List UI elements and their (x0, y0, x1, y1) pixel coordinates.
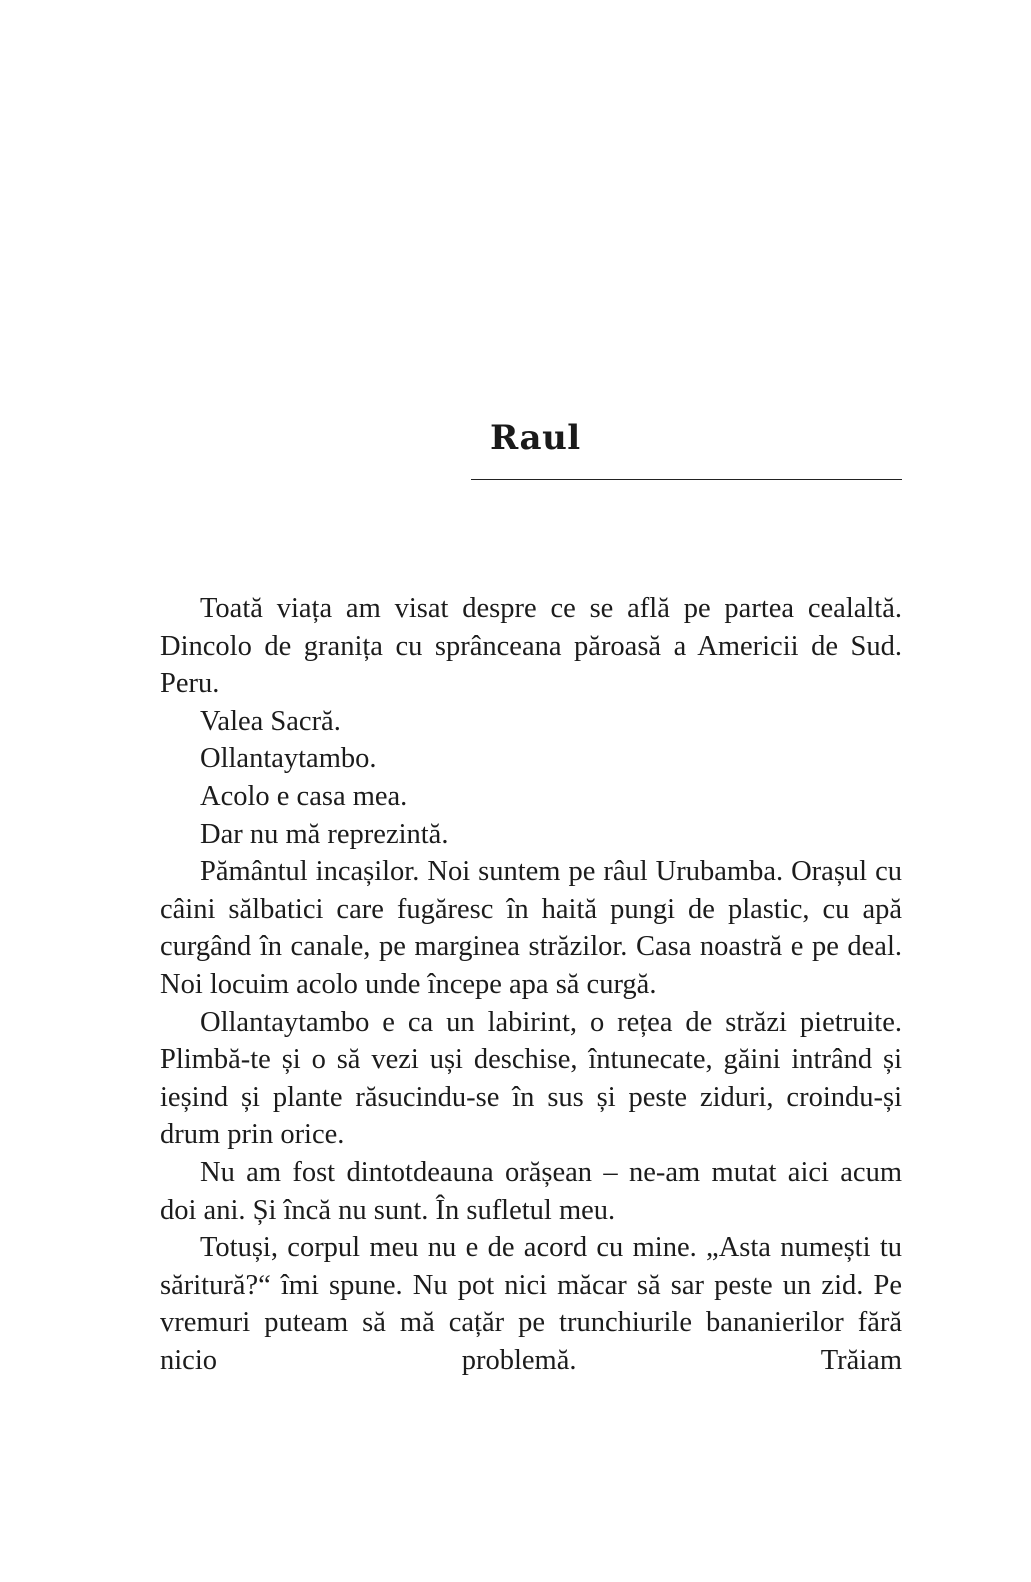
paragraph: Nu am fost dintotdeauna orășean – ne-am mutat aici acum doi ani. Și încă nu sunt. În sufletul meu. (160, 1156, 902, 1226)
paragraph: Ollantaytambo. (200, 743, 377, 775)
chapter-body (160, 590, 902, 1379)
paragraph: Dar nu mă reprezintă. (200, 818, 449, 850)
paragraph: Ollantaytambo e ca un labirint, o rețea de străzi pietruite. Plimbă-te și o să vezi uși deschise, întunecate, găini intrând și ieșind și plante răsucindu-se în sus și peste ziduri, croindu-și drum prin orice. (160, 1006, 902, 1151)
title-divider (471, 479, 902, 480)
paragraph: Toată viața am visat despre ce se află pe partea cealaltă. Dincolo de granița cu sprânceana păroasă a Americii de Sud. Peru. (160, 593, 902, 700)
paragraph: Valea Sacră. (200, 705, 341, 737)
paragraph: Acolo e casa mea. (200, 780, 408, 812)
paragraph: Pământul incașilor. Noi suntem pe râul Urubamba. Orașul cu câini sălbatici care fugăresc în haită pungi de plastic, cu apă curgând în canale, pe marginea străzilor. Casa noastră e pe deal. Noi locuim acolo unde începe apa să curgă. (160, 856, 902, 1000)
paragraph: Totuși, corpul meu nu e de acord cu mine. „Asta numești tu săritură?“ îmi spune. Nu pot nici măcar să sar peste un zid. Pe vremuri puteam să mă cațăr pe trunchiurile bananierilor fără nicio problemă. Trăiam (160, 1232, 902, 1376)
chapter-title: Raul (490, 418, 581, 458)
